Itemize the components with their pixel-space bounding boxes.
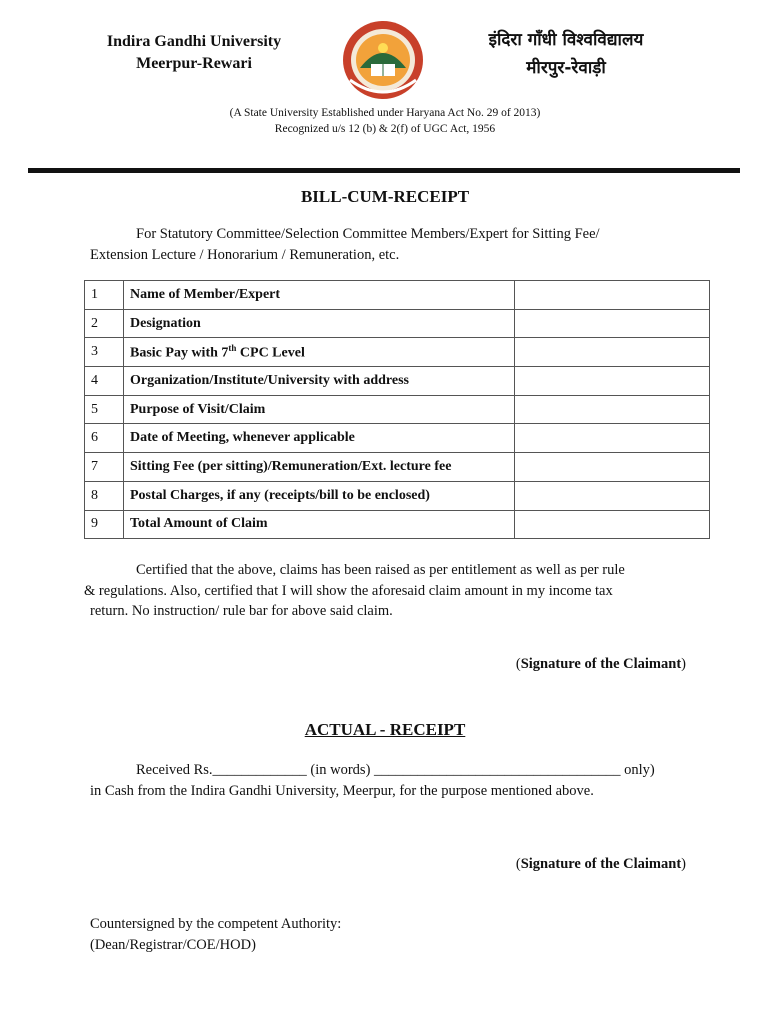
university-name-english-block: [60, 31, 328, 75]
recognized-line: Recognized u/s 12 (b) & 2(f) of UGC Act, 1956: [274, 123, 496, 135]
row-value-field[interactable]: [515, 309, 710, 338]
row-label: Date of Meeting, whenever applicable: [124, 424, 515, 453]
location-hi: मीरपुर-रेवाड़ी: [526, 58, 606, 78]
row-number: 3: [85, 338, 124, 367]
row-number: 1: [85, 281, 124, 310]
signature-label: Signature of the Claimant: [520, 656, 682, 672]
receipt-line2: in Cash from the Indira Gandhi University, Meerpur, for the purpose mentioned above.: [90, 782, 594, 799]
amount-words-blank[interactable]: __________________________________: [374, 762, 621, 778]
only-label: only): [624, 762, 655, 778]
row-label: Designation: [124, 309, 515, 338]
row-label: Purpose of Visit/Claim: [124, 395, 515, 424]
row-value-field[interactable]: [515, 338, 710, 367]
university-emblem-icon: [338, 18, 428, 102]
row-number: 7: [85, 453, 124, 482]
row-value-field[interactable]: [515, 281, 710, 310]
establishment-info: [0, 105, 770, 137]
certify-line2: & regulations. Also, certified that I will show the aforesaid claim amount in my income tax: [84, 582, 613, 599]
countersigned-label: Countersigned by the competent Authority:: [90, 916, 342, 932]
bill-intro-line1: For Statutory Committee/Selection Committee Members/Expert for Sitting Fee/: [136, 226, 600, 242]
row-value-field[interactable]: [515, 367, 710, 396]
row-number: 6: [85, 424, 124, 453]
receipt-prefix: Received Rs.: [136, 762, 213, 778]
table-row: [85, 309, 710, 338]
countersign-block: [90, 914, 710, 955]
receipt-text: [90, 760, 730, 801]
row-label: Name of Member/Expert: [124, 281, 515, 310]
row-value-field[interactable]: [515, 510, 710, 539]
bill-title: BILL-CUM-RECEIPT: [300, 187, 470, 206]
header-divider: [28, 168, 740, 173]
university-name-hi: इंदिरा गाँधी विश्वविद्यालय: [488, 30, 644, 50]
claimant-signature-receipt: (Signature of the Claimant): [515, 856, 686, 872]
row-value-field[interactable]: [515, 453, 710, 482]
claimant-signature-bill: (Signature of the Claimant): [515, 656, 686, 672]
amount-blank[interactable]: _____________: [212, 762, 307, 778]
row-value-field[interactable]: [515, 424, 710, 453]
row-number: 2: [85, 309, 124, 338]
row-label: Organization/Institute/University with address: [124, 367, 515, 396]
location-en: Meerpur-Rewari: [136, 55, 252, 72]
row-number: 4: [85, 367, 124, 396]
row-number: 5: [85, 395, 124, 424]
table-row: [85, 338, 710, 367]
row-label: Postal Charges, if any (receipts/bill to be enclosed): [124, 481, 515, 510]
row-label: Basic Pay with 7th CPC Level: [124, 338, 515, 367]
row-number: 9: [85, 510, 124, 539]
table-row: [85, 510, 710, 539]
certification-text: [84, 560, 710, 622]
claim-details-table: [84, 280, 710, 539]
table-row: [85, 424, 710, 453]
certify-line1: Certified that the above, claims has been raised as per entitlement as well as per rule: [136, 562, 625, 578]
row-value-field[interactable]: [515, 395, 710, 424]
authorities-label: (Dean/Registrar/COE/HOD): [90, 936, 256, 953]
university-name-en: Indira Gandhi University: [106, 33, 282, 50]
receipt-title: ACTUAL - RECEIPT: [304, 720, 466, 739]
table-row: [85, 281, 710, 310]
table-row: [85, 481, 710, 510]
in-words-label: (in words): [310, 762, 371, 778]
row-value-field[interactable]: [515, 481, 710, 510]
row-label: Sitting Fee (per sitting)/Remuneration/Ext. lecture fee: [124, 453, 515, 482]
table-row: [85, 453, 710, 482]
certify-line3: return. No instruction/ rule bar for above said claim.: [90, 603, 393, 619]
table-row: [85, 395, 710, 424]
receipt-line1: [90, 760, 730, 781]
row-label: Total Amount of Claim: [124, 510, 515, 539]
established-line: (A State University Established under Haryana Act No. 29 of 2013): [229, 107, 541, 119]
row-number: 8: [85, 481, 124, 510]
signature-label: Signature of the Claimant: [520, 856, 682, 872]
university-name-hindi-block: [455, 26, 677, 82]
bill-intro: [90, 224, 710, 265]
bill-intro-line2: Extension Lecture / Honorarium / Remuneration, etc.: [90, 246, 400, 263]
table-row: [85, 367, 710, 396]
